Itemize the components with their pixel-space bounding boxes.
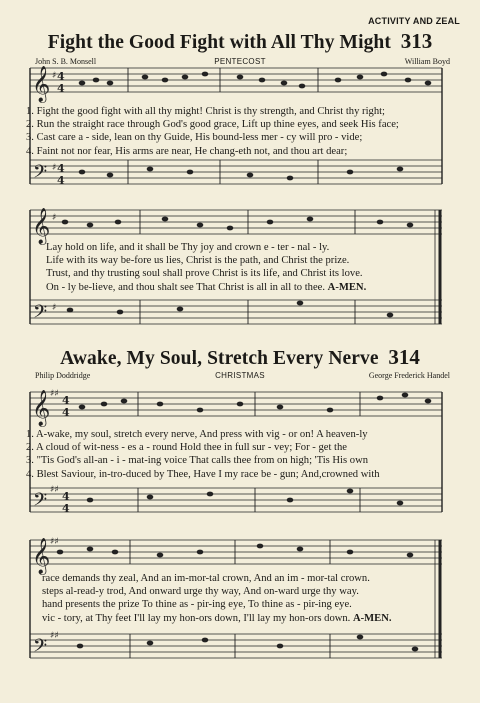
sharp-icon: ♯♯: [50, 389, 59, 399]
verse-line: 3. Cast care a - side, lean on thy Guide, His bound-less mer - cy will pro - vide;: [26, 132, 363, 144]
hymn-313-tune: PENTECOST: [214, 57, 266, 66]
svg-text:4: 4: [57, 162, 65, 175]
hymn-313-composer: William Boyd: [404, 57, 450, 66]
sharp-icon: ♯♯: [50, 537, 59, 547]
verse-line: On - ly be-lieve, and thou shalt see That Christ is all in all to thee. A-MEN.: [46, 281, 367, 293]
treble-clef-icon: 𝄞: [32, 390, 51, 426]
hymn-314-header: [0, 345, 480, 370]
svg-text:4: 4: [57, 70, 65, 83]
verse-line: 4. Faint not nor fear, His arms are near, He chang-eth not, and thou art dear;: [26, 145, 348, 157]
hymn-314-number: 314: [388, 345, 420, 369]
treble-clef-icon: 𝄞: [32, 208, 51, 244]
sharp-icon: ♯: [52, 163, 57, 173]
verse-line: 4. Blest Saviour, in-tro-duced by Thee, Have I my race be - gun; And,crowned with: [26, 468, 380, 480]
svg-text:4: 4: [62, 394, 70, 407]
hymn-314-verses-a: [26, 428, 380, 481]
verse-line: Life with its way be-fore us lies, Christ is the path, and Christ the prize.: [46, 255, 350, 267]
verse-line: 2. Run the straight race through God's good grace, Lift up thine eyes, and seek His face;: [26, 119, 399, 131]
treble-clef-icon: 𝄞: [32, 538, 51, 574]
hymn-314-tune: CHRISTMAS: [215, 371, 265, 380]
sharp-icon: ♯♯: [50, 631, 59, 641]
hymn-314-composer: George Frederick Handel: [368, 371, 450, 380]
svg-text:4: 4: [57, 82, 65, 95]
verse-line: race demands thy zeal, And an im-mor-tal crown, And an im - mor-tal crown.: [42, 573, 370, 584]
staff-313-1-bass: [30, 160, 442, 184]
sharp-icon: ♯♯: [50, 485, 59, 495]
hymn-313-verses-b: [46, 241, 366, 294]
hymn-314-author: Philip Doddridge: [35, 371, 91, 380]
bass-clef-icon: 𝄢: [33, 302, 48, 327]
verse-line: Lay hold on life, and it shall be Thy joy and crown e - ter - nal - ly.: [46, 242, 330, 253]
verse-line: 3. "Tis God's all-an - i - mat-ing voice That calls thee from on high; 'Tis His own: [26, 455, 369, 467]
verse-line: 1. Fight the good fight with all thy might! Christ is thy strength, and Christ thy right;: [26, 106, 386, 117]
hymn-313-title: Fight the Good Fight with All Thy Might: [47, 32, 391, 53]
hymn-313-number: 313: [400, 29, 433, 53]
svg-text:4: 4: [62, 502, 70, 515]
staff-314-2-treble: [30, 540, 442, 564]
sharp-icon: ♯: [52, 303, 57, 313]
verse-line: steps al-read-y trod, And onward urge thy way, And on-ward urge thy way.: [42, 586, 359, 598]
verse-line: hand presents the prize To thine as - pir-ing eye, To thine as - pir-ing eye.: [42, 599, 352, 611]
hymn-313-author: John S. B. Monsell: [35, 57, 97, 66]
section-heading: ACTIVITY AND ZEAL: [368, 16, 460, 26]
bass-clef-icon: 𝄢: [33, 490, 48, 515]
verse-line: 1. A-wake, my soul, stretch every nerve, And press with vig - or on! A heaven-ly: [26, 429, 368, 440]
amen-label: A-MEN.: [327, 281, 367, 293]
staff-313-2-bass: [30, 300, 442, 324]
bass-clef-icon: 𝄢: [33, 636, 48, 661]
hymn-314-verses-b: [42, 572, 392, 625]
staff-314-2-bass: [30, 634, 442, 658]
verse-line: 2. A cloud of wit-ness - es a - round Hold thee in full sur - vey; For - get the: [26, 442, 347, 454]
hymn-313-verses-a: [26, 105, 399, 158]
bass-clef-icon: 𝄢: [33, 162, 48, 187]
verse-line: Trust, and thy trusting soul shall prove Christ is its life, and Christ its love.: [46, 268, 363, 280]
amen-label: A-MEN.: [353, 612, 392, 624]
svg-text:4: 4: [62, 490, 70, 503]
treble-clef-icon: 𝄞: [32, 66, 51, 102]
sharp-icon: ♯: [52, 71, 57, 81]
verse-line: vic - tory, at Thy feet I'll lay my hon-ors down, I'll lay my hon-ors down. A-MEN.: [42, 612, 392, 624]
staff-313-1-treble: [30, 68, 442, 92]
staff-314-1-treble: [30, 392, 442, 416]
hymn-314-title: Awake, My Soul, Stretch Every Nerve: [60, 348, 379, 369]
sharp-icon: ♯: [52, 213, 57, 223]
svg-text:4: 4: [62, 406, 70, 419]
svg-text:4: 4: [57, 174, 65, 187]
